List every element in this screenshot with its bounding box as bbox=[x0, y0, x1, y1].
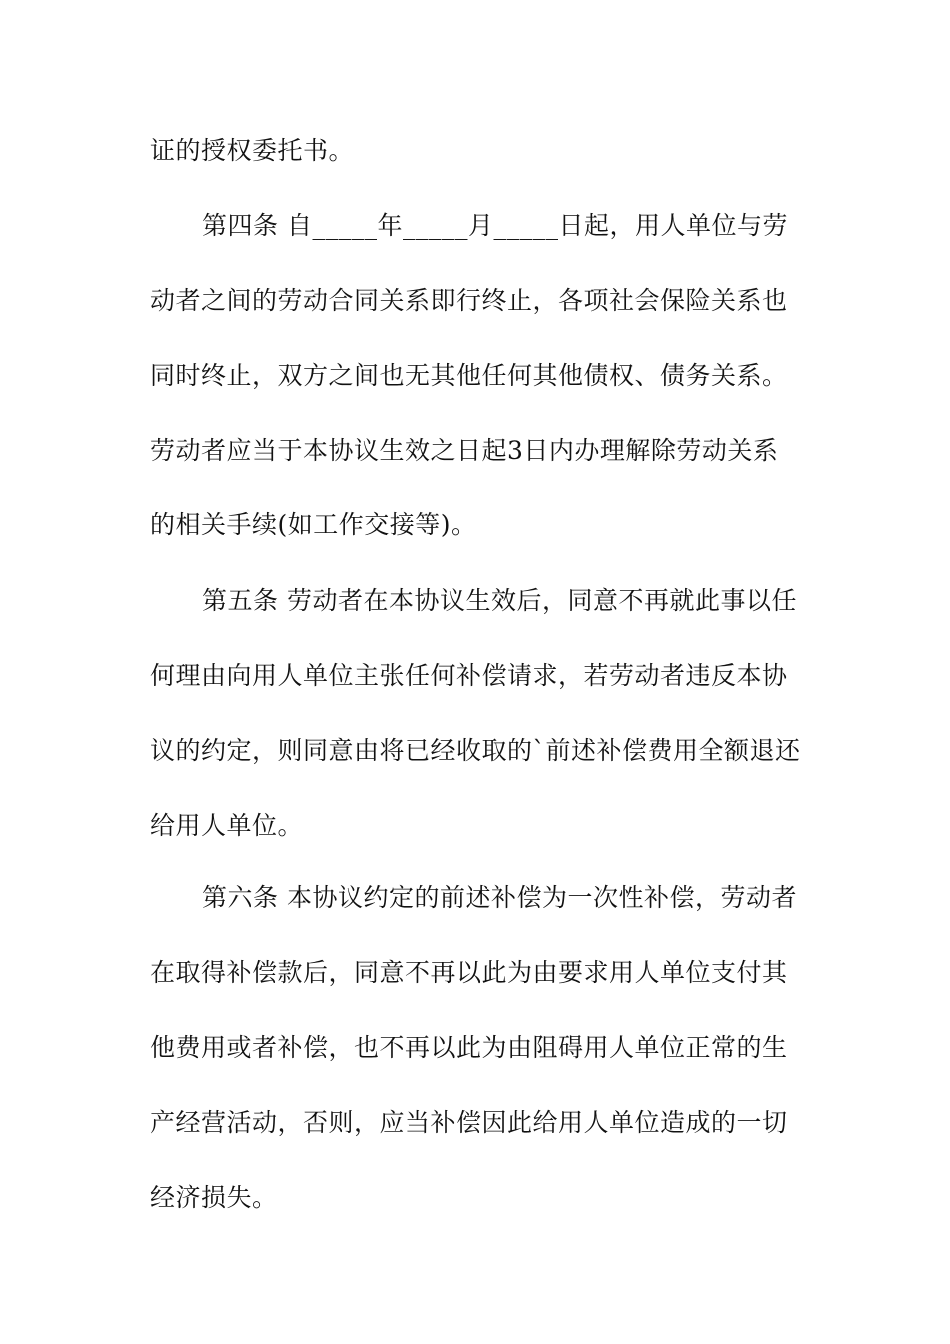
article-4-line-3: 同时终止，双方之间也无其他任何其他债权、债务关系。 bbox=[150, 361, 788, 390]
article-5-line-1: 第五条 劳动者在本协议生效后，同意不再就此事以任 bbox=[202, 586, 797, 615]
article-4-line-4: 劳动者应当于本协议生效之日起3日内办理解除劳动关系 bbox=[150, 436, 779, 465]
article-6-line-5: 经济损失。 bbox=[150, 1183, 278, 1212]
article-6-line-4: 产经营活动，否则，应当补偿因此给用人单位造成的一切 bbox=[150, 1108, 788, 1137]
article-6-line-2: 在取得补偿款后，同意不再以此为由要求用人单位支付其 bbox=[150, 958, 788, 987]
article-5-line-2: 何理由向用人单位主张任何补偿请求，若劳动者违反本协 bbox=[150, 661, 788, 690]
text-line-1: 证的授权委托书。 bbox=[150, 136, 355, 165]
article-6-line-1: 第六条 本协议约定的前述补偿为一次性补偿，劳动者 bbox=[202, 883, 797, 912]
article-4-line-5: 的相关手续(如工作交接等)。 bbox=[150, 510, 477, 539]
article-5-line-4: 给用人单位。 bbox=[150, 811, 304, 840]
article-6-line-3: 他费用或者补偿，也不再以此为由阻碍用人单位正常的生 bbox=[150, 1033, 788, 1062]
article-4-line-2: 动者之间的劳动合同关系即行终止，各项社会保险关系也 bbox=[150, 286, 788, 315]
article-4-line-1: 第四条 自_____年_____月_____日起，用人单位与劳 bbox=[202, 211, 788, 240]
article-5-line-3: 议的约定，则同意由将已经收取的`前述补偿费用全额退还 bbox=[150, 736, 801, 765]
